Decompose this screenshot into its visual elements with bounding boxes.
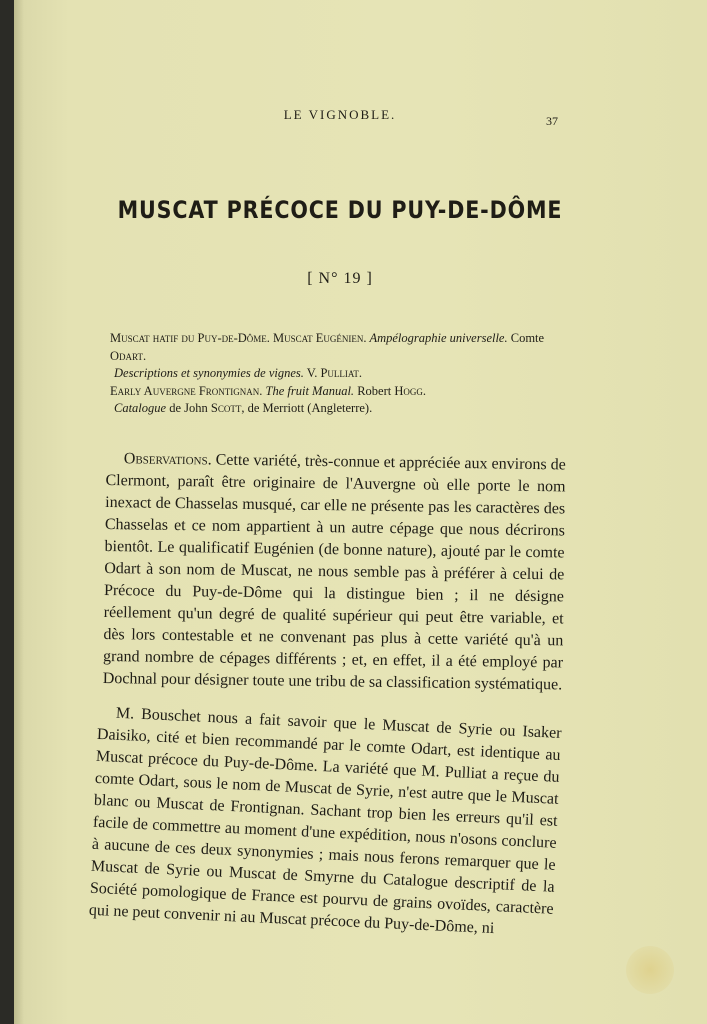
author-prefix: V. (303, 366, 321, 380)
author-name: Odart. (110, 348, 147, 363)
running-head: LE VIGNOBLE. (283, 107, 397, 122)
synonym-list (110, 330, 570, 418)
author-prefix: Robert (354, 383, 395, 398)
synonym-names: Early Auvergne Frontignan. (110, 383, 263, 398)
observations-lead: Observations. (123, 450, 212, 469)
author-name: Hogg. (394, 383, 426, 398)
page-title: MUSCAT PRÉCOCE DU PUY-DE-DÔME (117, 196, 563, 224)
source-title: The fruit Manual. (262, 383, 355, 398)
paragraph-text: Cette variété, très-connue et appréciée aux environs de Clermont, paraît être originaire de l'Auvergne où elle porte le nom inexact de Chasselas musqué, car elle ne présente pas les caractères des Chasselas et ce nom appartient à un autre cépage que nous décrirons bientôt. Le qualificatif Eugénien (de bonne nature), ajouté par le comte Odart à son nom de Muscat, ne nous semble pas à préférer à celui de Précoce du Puy-de-Dôme qui la distingue bien ; il ne désigne réellement qu'un degré de qualité supérieur qui peut être variable, et dès lors contestable et ne convenant pas plus à cette variété qu'à un grand nombre de cépages différents ; et, en effet, il a été employé par Dochnal pour désigner toute une tribu de sa classification systématique. (102, 451, 566, 694)
author-prefix: de John (166, 401, 211, 415)
author-prefix: Comte (507, 331, 545, 345)
paper-stain (626, 946, 674, 994)
source-title: Descriptions et synonymies de vignes. (114, 366, 304, 380)
source-title: Ampélographie universelle. (366, 331, 508, 345)
book-page (14, 0, 707, 1024)
page-number: 37 (546, 114, 558, 128)
paragraph (103, 448, 566, 696)
synonym-entry (110, 365, 570, 383)
observations-section (88, 448, 566, 940)
synonym-entry (110, 330, 570, 365)
source-tail: , de Merriott (Angleterre). (241, 401, 373, 415)
synonym-entry (110, 383, 570, 401)
synonym-names: Muscat hatif du Puy-de-Dôme. Muscat Eugénien. (110, 331, 367, 345)
author-name: Scott (210, 401, 242, 415)
variety-number: [ N° 19 ] (307, 270, 373, 287)
author-name: Pulliat. (320, 366, 363, 380)
paragraph: M. Bouschet nous a fait savoir que le Muscat de Syrie ou Isaker Daisiko, cité et bien recommandé par le comte Odart, est identique au Muscat précoce du Puy-de-Dôme. La variété que M. Pulliat a reçue du comte Odart, sous le nom de Muscat de Syrie, n'est autre que le Muscat blanc ou Muscat de Frontignan. Sachant trop bien les erreurs qu'il est facile de commettre au moment d'une expédition, nous n'osons conclure à aucune de ces deux synonymies ; mais nous ferons remarquer que le Muscat de Syrie ou Muscat de Smyrne du Catalogue descriptif de la Société pomologique de France est pourvu de grains ovoïdes, caractère qui ne peut convenir ni au Muscat précoce du Puy-de-Dôme, ni (88, 704, 562, 938)
synonym-entry (110, 400, 570, 418)
source-title: Catalogue (114, 401, 167, 415)
